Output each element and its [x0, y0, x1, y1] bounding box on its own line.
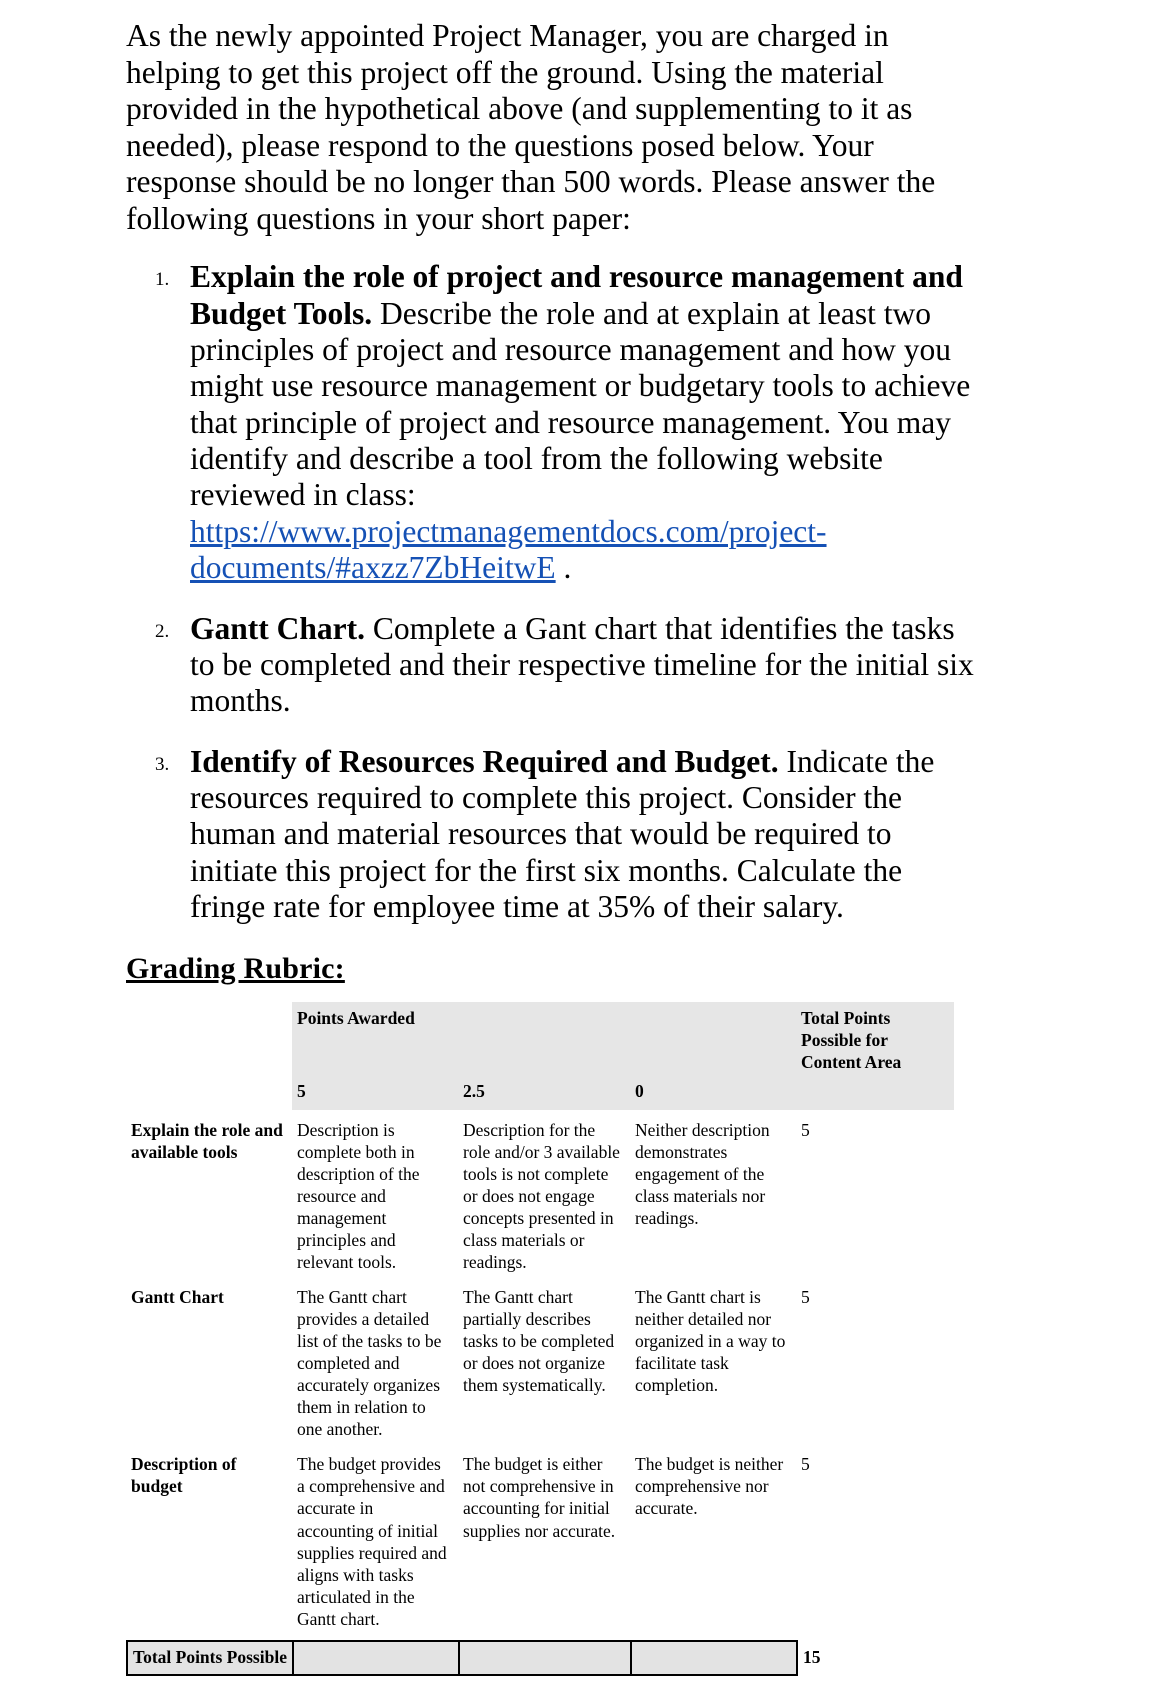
row-2-level-5: The budget provides a comprehensive and accurate in accounting of initial supplies required and aligns with tasks articulated in the Gantt chart.	[297, 1454, 447, 1629]
question-1-lead: Explain the role of project and resource management and Budget Tools.	[190, 259, 963, 331]
row-2-total: 5	[801, 1454, 810, 1475]
header-spacer-1	[458, 1002, 630, 1078]
total-points-row	[127, 1641, 955, 1675]
total-cell-2	[459, 1641, 631, 1675]
question-2-lead: Gantt Chart.	[190, 610, 365, 646]
row-1-level-2-5: The Gantt chart partially describes tasks to be completed or does not organize them systematically.	[463, 1287, 615, 1396]
total-cell-1	[293, 1641, 459, 1675]
rubric-header-row-top	[126, 1002, 954, 1078]
header-points-awarded: Points Awarded	[292, 1002, 458, 1078]
intro-paragraph: As the newly appointed Project Manager, you are charged in helping to get this project off the ground. Using the material provided in the hypothetical above (and supplementing to it as needed), please respond to the questions posed below. Your response should be no longer than 500 words. Please answer the following questions in your short paper:	[126, 18, 936, 236]
row-0-total: 5	[801, 1119, 810, 1140]
question-item-3	[0, 744, 1170, 926]
row-2-level-2-5: The budget is either not comprehensive in accounting for initial supplies nor accurate.	[463, 1454, 616, 1541]
row-1-total: 5	[801, 1287, 810, 1308]
table-row	[126, 1110, 954, 1277]
header-spacer-2	[630, 1002, 796, 1078]
score-header-0: 0	[630, 1078, 796, 1110]
total-cell-3	[631, 1641, 797, 1675]
grading-rubric-heading: Grading Rubric:	[126, 951, 345, 985]
row-1-level-5: The Gantt chart provides a detailed list of the tasks to be completed and accurately organizes them in relation to one another.	[297, 1287, 442, 1440]
question-item-1	[0, 259, 1170, 586]
score-header-2-5: 2.5	[458, 1078, 630, 1110]
row-0-criterion: Explain the role and available tools	[131, 1119, 283, 1162]
row-0-level-2-5: Description for the role and/or 3 available tools is not complete or does not engage concepts presented in class materials or readings.	[463, 1119, 620, 1272]
grand-total-value: 15	[797, 1641, 955, 1675]
project-documents-link[interactable]: https://www.projectmanagementdocs.com/project-documents/#axzz7ZbHeitwE	[190, 513, 827, 586]
header-total-points-possible: Total Points Possible for Content Area	[796, 1002, 954, 1078]
row-2-criterion: Description of budget	[131, 1454, 237, 1497]
question-item-2	[0, 611, 1170, 720]
question-1-body: Describe the role and at explain at least two principles of project and resource management and how you might use resource management or budgetary tools to achieve that principle of project and resource management. You may identify and describe a tool from the following website reviewed in class:	[190, 295, 971, 513]
questions-list	[0, 259, 1170, 925]
row-2-level-0: The budget is neither comprehensive nor accurate.	[635, 1454, 784, 1519]
total-points-label: Total Points Possible	[127, 1641, 293, 1675]
score-header-blank	[126, 1078, 292, 1110]
row-1-level-0: The Gantt chart is neither detailed nor organized in a way to facilitate task completion.	[635, 1287, 786, 1396]
rubric-header-row-scores	[126, 1078, 954, 1110]
question-3-body: Indicate the resources required to complete this project. Consider the human and material resources that would be required to initiate this project for the first six months. Calculate the fringe rate for employee time at 35% of their salary.	[190, 743, 935, 925]
score-header-total-blank	[796, 1078, 954, 1110]
rubric-total-row-table	[126, 1640, 955, 1676]
row-0-level-0: Neither description demonstrates engagement of the class materials nor readings.	[635, 1119, 770, 1228]
header-criteria-blank	[126, 1002, 292, 1078]
question-2-body: Complete a Gant chart that identifies the tasks to be completed and their respective timeline for the initial six months.	[190, 610, 974, 719]
question-3-lead: Identify of Resources Required and Budget.	[190, 743, 779, 779]
grading-rubric-table	[126, 1002, 954, 1634]
score-header-5: 5	[292, 1078, 458, 1110]
table-row	[126, 1277, 954, 1444]
row-0-level-5: Description is complete both in description of the resource and management principles and relevant tools.	[297, 1119, 420, 1272]
row-1-criterion: Gantt Chart	[131, 1287, 224, 1308]
rubric-table-container	[0, 986, 1170, 1676]
question-1-after-link: .	[555, 550, 572, 586]
table-row	[126, 1444, 954, 1633]
